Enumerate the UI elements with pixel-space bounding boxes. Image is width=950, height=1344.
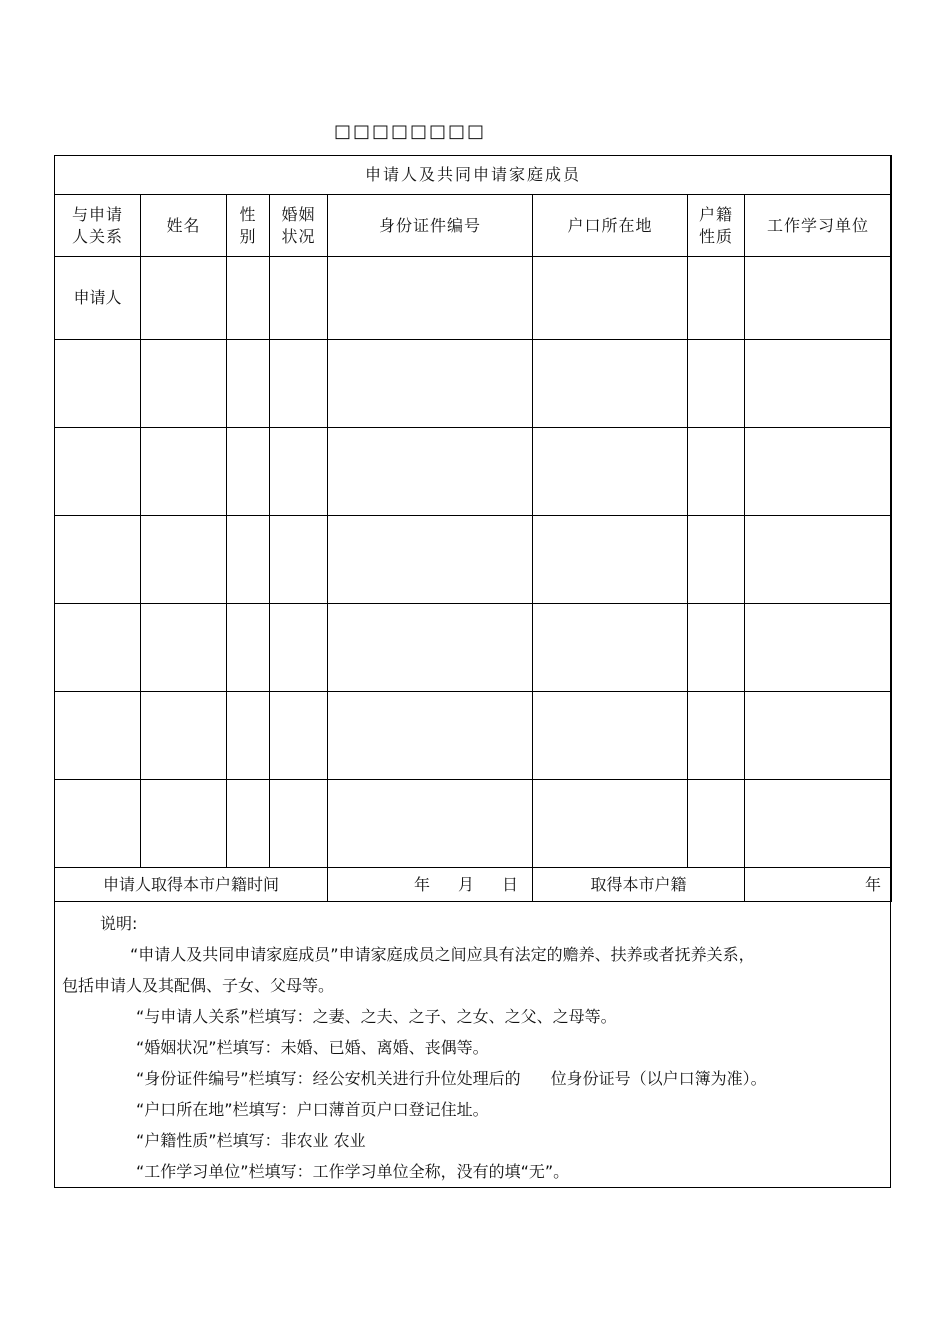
instruction-line: “户籍性质”栏填写：非农业 农业: [136, 1131, 366, 1150]
header-gender-line1: 性: [239, 204, 257, 224]
hukou-location-cell[interactable]: [533, 516, 688, 604]
document-title: □□□□□□□□: [333, 121, 487, 142]
name-cell[interactable]: [141, 604, 227, 692]
name-cell[interactable]: [141, 516, 227, 604]
instructions: [62, 908, 887, 1187]
table-row: [55, 516, 892, 604]
header-marital-line1: 婚姻: [281, 204, 316, 224]
name-cell[interactable]: [141, 692, 227, 780]
header-gender: [227, 195, 270, 257]
work-unit-cell[interactable]: [745, 340, 892, 428]
name-cell[interactable]: [141, 428, 227, 516]
header-work-unit: 工作学习单位: [745, 195, 892, 257]
table-row: [55, 340, 892, 428]
years-label: 年: [865, 874, 882, 894]
table-row: [55, 257, 892, 340]
instruction-line-part: 位身份证号（以户口簿为准）。: [550, 1069, 767, 1088]
marital-cell[interactable]: [270, 257, 328, 340]
hukou-type-cell[interactable]: [688, 516, 745, 604]
hukou-type-cell[interactable]: [688, 604, 745, 692]
hukou-location-cell[interactable]: [533, 428, 688, 516]
header-hukou-type-line1: 户籍: [698, 204, 733, 224]
name-cell[interactable]: [141, 780, 227, 868]
gender-cell[interactable]: [227, 257, 270, 340]
relation-cell[interactable]: [55, 428, 141, 516]
year-label: 年: [413, 874, 430, 894]
gender-cell[interactable]: [227, 780, 270, 868]
id-number-cell[interactable]: [328, 428, 533, 516]
header-row: [55, 195, 892, 257]
header-marital-line2: 状况: [281, 226, 316, 246]
instruction-line: “户口所在地”栏填写：户口薄首页户口登记住址。: [136, 1100, 489, 1119]
relation-cell[interactable]: [55, 340, 141, 428]
marital-cell[interactable]: [270, 780, 328, 868]
hukou-date-field[interactable]: [328, 868, 533, 902]
instructions-title: 说明:: [100, 914, 138, 933]
name-cell[interactable]: [141, 257, 227, 340]
instruction-line: “申请人及共同申请家庭成员”申请家庭成员之间应具有法定的赡养、扶养或者抚养关系，: [130, 945, 755, 964]
hukou-location-cell[interactable]: [533, 604, 688, 692]
id-number-cell[interactable]: [328, 516, 533, 604]
section-title: 申请人及共同申请家庭成员: [55, 156, 892, 195]
name-cell[interactable]: [141, 340, 227, 428]
id-number-cell[interactable]: [328, 692, 533, 780]
instruction-line: “工作学习单位”栏填写：工作学习单位全称，没有的填“无”。: [136, 1162, 570, 1181]
header-id-number: 身份证件编号: [328, 195, 533, 257]
instruction-line-part: “身份证件编号”栏填写：经公安机关进行升位处理后的: [136, 1069, 521, 1088]
family-members-table: [54, 155, 892, 902]
hukou-time-label: 申请人取得本市户籍时间: [55, 868, 328, 902]
month-label: 月: [457, 874, 474, 894]
id-number-cell[interactable]: [328, 604, 533, 692]
hukou-location-cell[interactable]: [533, 780, 688, 868]
hukou-type-cell[interactable]: [688, 692, 745, 780]
header-gender-line2: 别: [239, 226, 257, 246]
hukou-time-row: [55, 868, 892, 902]
instruction-line: “婚姻状况”栏填写：未婚、已婚、离婚、丧偶等。: [136, 1038, 489, 1057]
header-marital: [270, 195, 328, 257]
header-hukou-type-line2: 性质: [698, 226, 733, 246]
marital-cell[interactable]: [270, 428, 328, 516]
hukou-duration-label: 取得本市户籍: [533, 868, 745, 902]
hukou-type-cell[interactable]: [688, 257, 745, 340]
header-name: 姓名: [141, 195, 227, 257]
marital-cell[interactable]: [270, 692, 328, 780]
relation-cell[interactable]: [55, 516, 141, 604]
marital-cell[interactable]: [270, 604, 328, 692]
table-row: [55, 428, 892, 516]
gender-cell[interactable]: [227, 604, 270, 692]
section-title-row: [55, 156, 892, 195]
gender-cell[interactable]: [227, 340, 270, 428]
header-relation: [55, 195, 141, 257]
relation-cell[interactable]: [55, 692, 141, 780]
relation-cell[interactable]: [55, 780, 141, 868]
hukou-type-cell[interactable]: [688, 428, 745, 516]
relation-cell-applicant[interactable]: 申请人: [55, 257, 141, 340]
work-unit-cell[interactable]: [745, 780, 892, 868]
table-row: [55, 604, 892, 692]
header-relation-line1: 与申请: [71, 204, 123, 224]
hukou-location-cell[interactable]: [533, 257, 688, 340]
gender-cell[interactable]: [227, 516, 270, 604]
id-number-cell[interactable]: [328, 340, 533, 428]
instruction-line: “与申请人关系”栏填写：之妻、之夫、之子、之女、之父、之母等。: [136, 1007, 617, 1026]
hukou-type-cell[interactable]: [688, 340, 745, 428]
header-hukou-type: [688, 195, 745, 257]
gender-cell[interactable]: [227, 428, 270, 516]
relation-cell[interactable]: [55, 604, 141, 692]
hukou-years-field[interactable]: [745, 868, 892, 902]
header-hukou-location: 户口所在地: [533, 195, 688, 257]
id-number-cell[interactable]: [328, 780, 533, 868]
work-unit-cell[interactable]: [745, 516, 892, 604]
hukou-location-cell[interactable]: [533, 340, 688, 428]
header-relation-line2: 人关系: [71, 226, 123, 246]
gender-cell[interactable]: [227, 692, 270, 780]
marital-cell[interactable]: [270, 340, 328, 428]
work-unit-cell[interactable]: [745, 692, 892, 780]
table-row: [55, 692, 892, 780]
work-unit-cell[interactable]: [745, 604, 892, 692]
work-unit-cell[interactable]: [745, 257, 892, 340]
work-unit-cell[interactable]: [745, 428, 892, 516]
table-row: [55, 780, 892, 868]
marital-cell[interactable]: [270, 516, 328, 604]
hukou-location-cell[interactable]: [533, 692, 688, 780]
instruction-line: 包括申请人及其配偶、子女、父母等。: [62, 976, 335, 995]
id-number-cell[interactable]: [328, 257, 533, 340]
hukou-type-cell[interactable]: [688, 780, 745, 868]
day-label: 日: [501, 874, 518, 894]
instruction-line: [62, 1063, 887, 1094]
